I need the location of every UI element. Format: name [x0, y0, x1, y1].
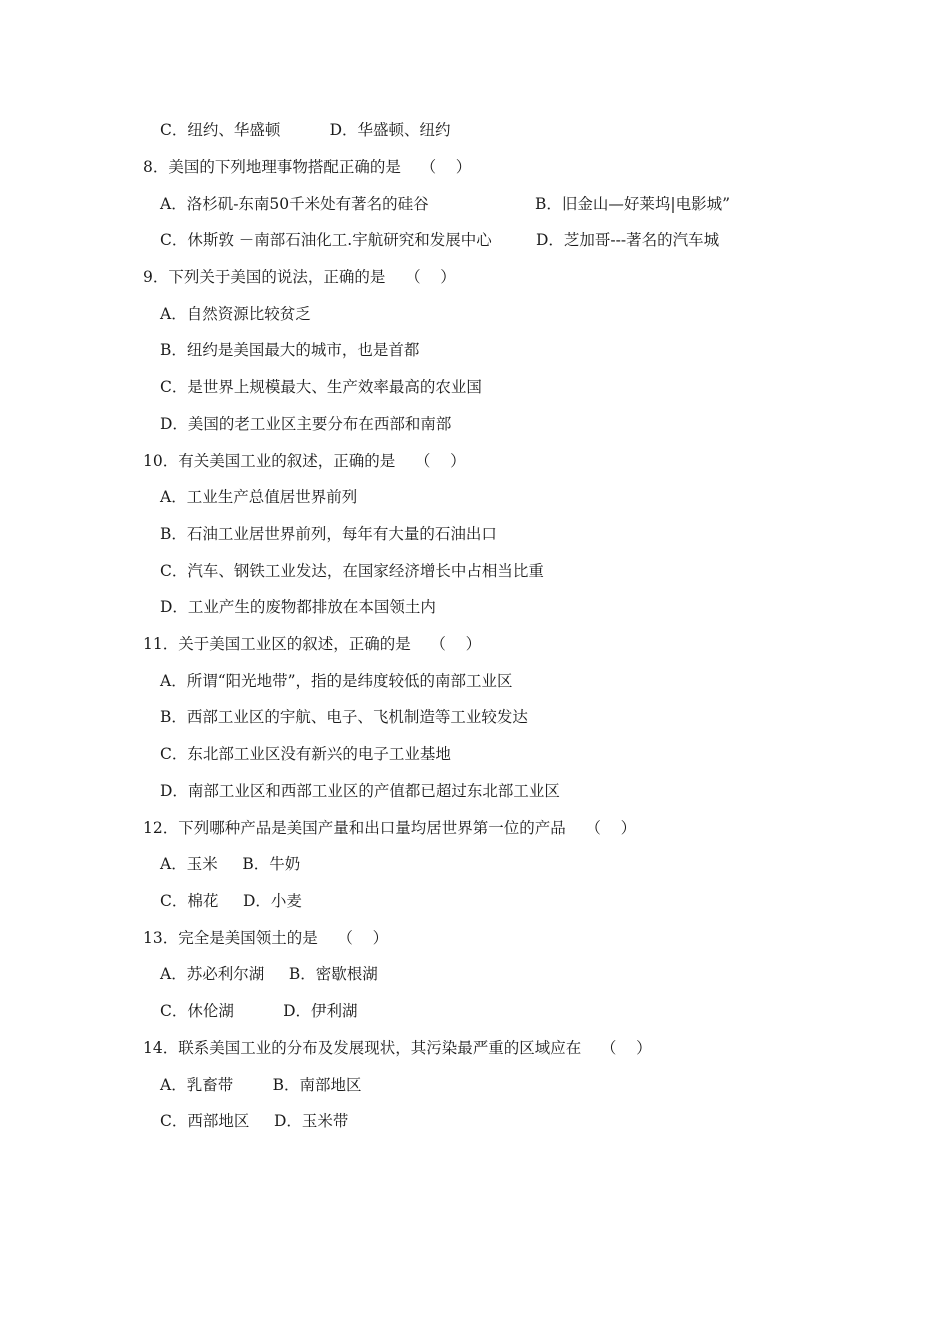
- q9-option-d: D．美国的老工业区主要分布在西部和南部: [160, 415, 452, 433]
- q10-option-d: D．工业产生的废物都排放在本国领土内: [160, 598, 436, 616]
- q7-options-c-d: C．纽约、华盛顿 D．华盛顿、纽约: [160, 121, 451, 139]
- q13-options-c-d: C．休伦湖 D．伊利湖: [160, 1002, 358, 1020]
- q8-option-d: D．芝加哥---著名的汽车城: [536, 231, 720, 249]
- q14-options-c-d: C．西部地区 D．玉米带: [160, 1112, 349, 1130]
- q14-stem: 14．联系美国工业的分布及发展现状，其污染最严重的区域应在 （ ）: [143, 1039, 652, 1057]
- q12-options-c-d: C．棉花 D．小麦: [160, 892, 302, 910]
- q9-option-c: C．是世界上规模最大、生产效率最高的农业国: [160, 378, 482, 396]
- q9-option-b: B．纽约是美国最大的城市，也是首都: [160, 341, 420, 359]
- q8-option-c: C．休斯敦 －南部石油化工.宇航研究和发展中心: [160, 231, 492, 249]
- q12-stem: 12．下列哪种产品是美国产量和出口量均居世界第一位的产品 （ ）: [143, 819, 637, 837]
- q10-option-a: A．工业生产总值居世界前列: [160, 488, 358, 506]
- q11-option-a: A．所谓“阳光地带”，指的是纬度较低的南部工业区: [160, 672, 513, 690]
- q9-option-a: A．自然资源比较贫乏: [160, 305, 311, 323]
- q11-option-b: B．西部工业区的宇航、电子、飞机制造等工业较发达: [160, 708, 528, 726]
- q8-stem: 8．美国的下列地理事物搭配正确的是 （ ）: [143, 158, 472, 176]
- q14-options-a-b: A．乳畜带 B．南部地区: [160, 1076, 362, 1094]
- q8-option-a: A．洛杉矶-东南50千米处有著名的硅谷: [160, 195, 429, 213]
- q10-option-b: B．石油工业居世界前列，每年有大量的石油出口: [160, 525, 497, 543]
- q13-options-a-b: A．苏必利尔湖 B．密歇根湖: [160, 965, 378, 983]
- q10-stem: 10．有关美国工业的叙述，正确的是 （ ）: [143, 452, 466, 470]
- q12-options-a-b: A．玉米 B．牛奶: [160, 855, 301, 873]
- q9-stem: 9．下列关于美国的说法，正确的是 （ ）: [143, 268, 456, 286]
- q11-stem: 11．关于美国工业区的叙述，正确的是 （ ）: [143, 635, 482, 653]
- q11-option-c: C．东北部工业区没有新兴的电子工业基地: [160, 745, 451, 763]
- q10-option-c: C．汽车、钢铁工业发达，在国家经济增长中占相当比重: [160, 562, 544, 580]
- q11-option-d: D．南部工业区和西部工业区的产值都已超过东北部工业区: [160, 782, 560, 800]
- q13-stem: 13．完全是美国领土的是 （ ）: [143, 929, 389, 947]
- q8-option-b: B．旧金山—好莱坞|电影城”: [535, 195, 731, 213]
